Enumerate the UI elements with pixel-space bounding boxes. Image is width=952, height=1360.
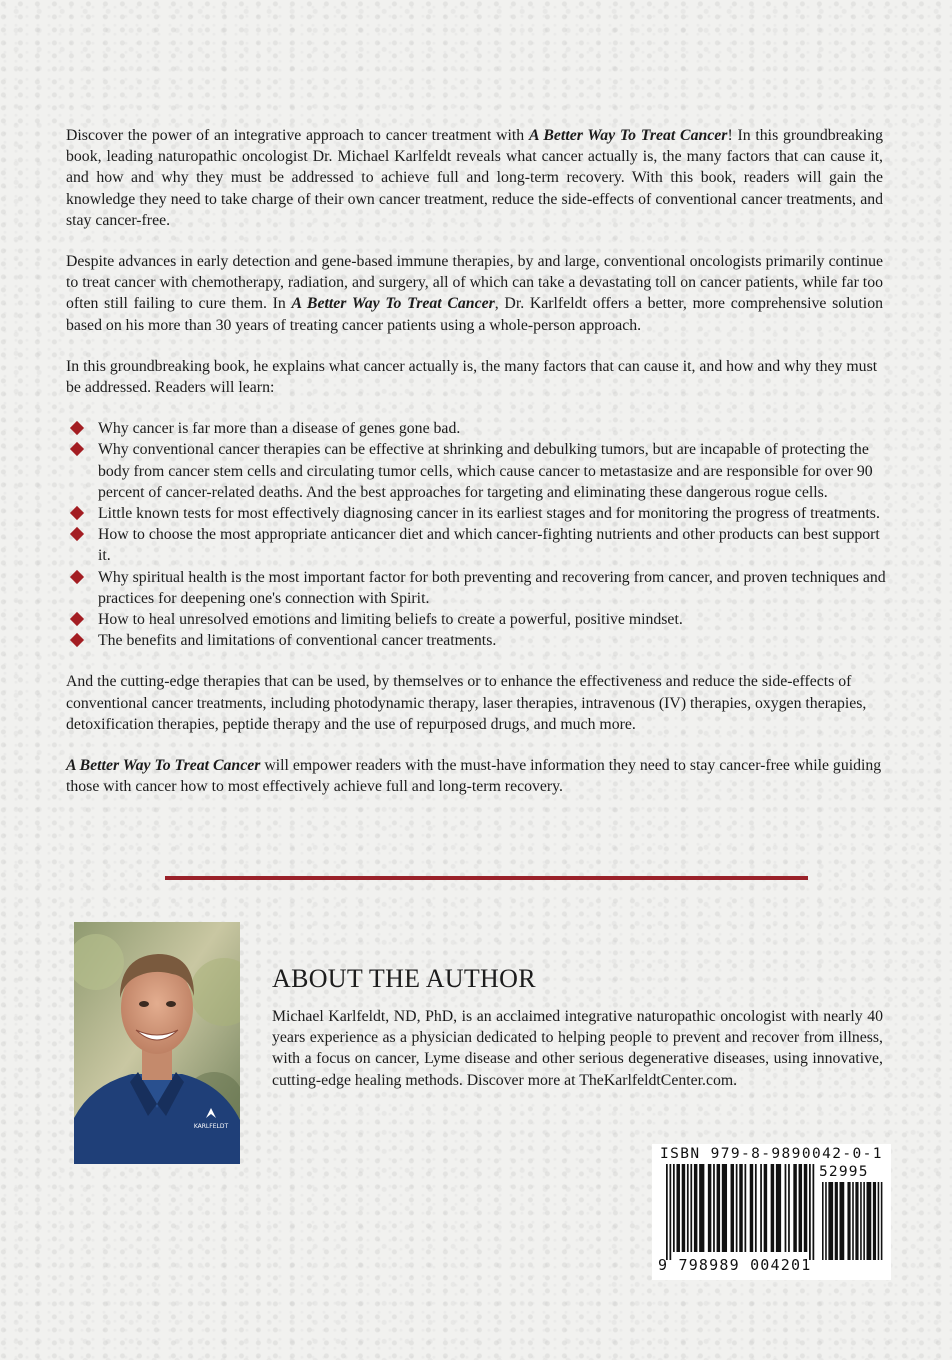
barcode-bar: [755, 1164, 757, 1252]
barcode-bar: [699, 1164, 704, 1252]
barcode-bar: [867, 1182, 872, 1260]
learning-points-list: [66, 418, 896, 651]
barcode-bar: [793, 1164, 796, 1252]
diamond-bullet-icon: [70, 612, 84, 626]
isbn-barcode: [652, 1144, 891, 1280]
diamond-bullet-icon: [70, 506, 84, 520]
diamond-bullet-icon: [70, 442, 84, 456]
barcode-bar: [785, 1164, 787, 1252]
diamond-bullet-icon: [70, 570, 84, 584]
barcode-bar: [694, 1164, 697, 1252]
barcode-bar: [809, 1164, 811, 1260]
barcode-bar: [878, 1182, 880, 1260]
addon-price-code: 52995: [819, 1164, 869, 1180]
barcode-bar: [676, 1164, 679, 1252]
therapies-paragraph: And the cutting-edge therapies that can be used, by themselves or to enhance the effectiveness and reduce the side-effects of conventional cancer treatments, including photodynamic therapy, laser therapies, intravenous (IV) therapies, oxygen therapies, detoxification therapies, peptide therapy and the use of repurposed drugs, and much more.: [66, 673, 867, 733]
barcode-bar: [825, 1182, 827, 1260]
barcode-bar: [788, 1164, 790, 1252]
barcode-bar: [666, 1164, 668, 1260]
barcode-bar: [682, 1164, 685, 1252]
barcode-bar: [717, 1164, 720, 1252]
barcode-bar: [739, 1164, 742, 1252]
barcode-bar: [750, 1164, 753, 1252]
barcode-bar: [708, 1164, 711, 1252]
intro-paragraph: Discover the power of an integrative approach to cancer treatment with A Better Way To Treat Cancer! In this groundbreaking book, leading naturopathic oncologist Dr. Michael Karlfeldt reveals what cancer actually is, the many factors that can cause it, and how and why they must be addressed to achieve full and long-term recovery. With this book, readers will gain the knowledge they need to take charge of their own cancer treatment, reduce the side-effects of conventional cancer treatments, and stay cancer-free.: [66, 127, 883, 229]
barcode-bar: [722, 1164, 727, 1252]
barcode-bar: [863, 1182, 865, 1260]
ean-digits: 9 798989 004201: [658, 1256, 812, 1274]
barcode-bar: [835, 1182, 838, 1260]
barcode-bar: [776, 1164, 781, 1252]
barcode-bar: [673, 1164, 675, 1252]
list-item: How to choose the most appropriate anticancer diet and which cancer-fighting nutrients and other products can best support it.: [66, 524, 896, 566]
book-title: A Better Way To Treat Cancer: [528, 127, 728, 144]
barcode-bar: [771, 1164, 774, 1252]
diamond-bullet-icon: [70, 421, 84, 435]
diamond-bullet-icon: [70, 633, 84, 647]
author-bio: Michael Karlfeldt, ND, PhD, is an acclaimed integrative naturopathic oncologist with nearly 40 years experience as a physician dedicated to helping people to prevent and recover from illness, with a focus on cancer, Lyme disease and other serious degenerative diseases, using innovative, cutting-edge healing methods. Discover more at TheKarlfeldtCenter.com.: [272, 1008, 883, 1089]
about-author-heading: ABOUT THE AUTHOR: [272, 964, 536, 993]
barcode-bar: [860, 1182, 862, 1260]
barcode-bar: [813, 1164, 815, 1260]
closing-paragraph: A Better Way To Treat Cancer will empower readers with the must-have information they need to stay cancer-free while guiding those with cancer how to most effectively achieve full and long-term recovery.: [66, 757, 882, 796]
back-cover-description: [66, 125, 886, 817]
barcode-bar: [799, 1164, 802, 1252]
addon-barcode-bars: [822, 1182, 884, 1268]
barcode-bar: [687, 1164, 689, 1252]
about-author-section: [272, 964, 883, 1091]
lead-in-paragraph: In this groundbreaking book, he explains what cancer actually is, the many factors that can cause it, and how and why they must be addressed. Readers will learn:: [66, 357, 878, 397]
barcode-bar: [764, 1164, 767, 1252]
barcode-bar: [847, 1182, 850, 1260]
barcode-bar: [828, 1182, 833, 1260]
barcode-bar: [822, 1182, 824, 1260]
list-item: Why spiritual health is the most important factor for both preventing and recovering from cancer, and proven techniques and practices for deepening one's connection with Spirit.: [66, 567, 896, 609]
barcode-bar: [852, 1182, 854, 1260]
barcode-bar: [736, 1164, 738, 1252]
barcode-bar: [669, 1164, 671, 1260]
barcode-bar: [881, 1182, 883, 1260]
author-photo: [74, 922, 240, 1164]
list-item: The benefits and limitations of conventional cancer treatments.: [66, 630, 896, 651]
barcode-bar: [744, 1164, 746, 1252]
context-paragraph: Despite advances in early detection and gene-based immune therapies, by and large, conventional oncologists primarily continue to treat cancer with chemotherapy, radiation, and surgery, all of which can take a devastating toll on cancer patients, while far too often still failing to cure them. In A Better Way To Treat Cancer, Dr. Karlfeldt offers a better, more comprehensive solution based on his more than 30 years of treating cancer patients using a whole-person approach.: [66, 253, 883, 334]
barcode-bar: [731, 1164, 734, 1252]
barcode-bar: [804, 1164, 807, 1252]
barcode-bar: [855, 1182, 858, 1260]
list-item: How to heal unresolved emotions and limiting beliefs to create a powerful, positive mindset.: [66, 609, 896, 630]
barcode-bar: [839, 1182, 844, 1260]
barcode-bar: [690, 1164, 692, 1252]
barcode-bar: [873, 1182, 876, 1260]
ean-barcode-bars: [666, 1164, 816, 1260]
shirt-logo-text: KARLFELDT: [193, 1123, 229, 1130]
list-item: Why conventional cancer therapies can be effective at shrinking and debulking tumors, but are incapable of protecting the body from cancer stem cells and circulating tumor cells, which cause cancer to metastasize and are responsible for over 90 percent of cancer-related deaths. And the best approaches for targeting and eliminating these dangerous rogue cells.: [66, 439, 896, 503]
isbn-number: ISBN 979-8-9890042-0-1: [660, 1146, 883, 1162]
book-title: A Better Way To Treat Cancer: [291, 295, 495, 313]
barcode-bar: [713, 1164, 715, 1252]
list-item: Why cancer is far more than a disease of genes gone bad.: [66, 418, 896, 439]
barcode-bar: [760, 1164, 762, 1252]
book-title: A Better Way To Treat Cancer: [66, 757, 261, 775]
list-item: Little known tests for most effectively diagnosing cancer in its earliest stages and for monitoring the progress of treatments.: [66, 503, 896, 524]
diamond-bullet-icon: [70, 527, 84, 541]
section-divider: [165, 876, 808, 880]
